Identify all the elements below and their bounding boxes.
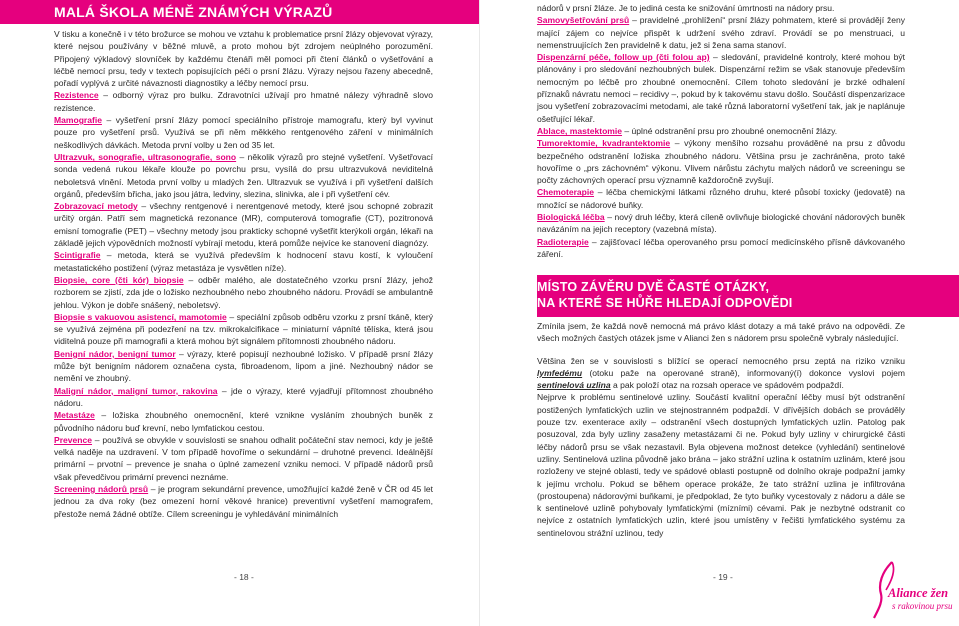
lead-text: nádorů v prsní žláze. Je to jediná cesta ke snižování úmrtnosti na nádory prsu. <box>537 3 835 13</box>
glossary-term: Ablace, mastektomie <box>537 125 623 136</box>
glossary-term: Zobrazovací metody <box>54 201 138 212</box>
glossary-term: Radioterapie <box>537 236 589 247</box>
glossary-entry <box>537 125 905 137</box>
glossary-entry <box>54 249 433 274</box>
glossary-entry <box>54 409 433 434</box>
glossary-definition: – všechny rentgenové i nerentgenové metody, které jsou schopné zobrazit určitý orgán. Patří sem magnetická rezonance (MR), computerová tomografie (CT), pozitronová emisní tomografie (PET) – všechny metody jsou prakticky schopné vyšetřit kterýkoli orgán, lékaři na základě jejich výpovědních možností vybírají metodu, která pomůže nejvíce ke stanovení diagnózy. <box>54 201 433 249</box>
left-column <box>54 28 433 520</box>
glossary-definition: – odběr malého, ale dostatečného vzorku prsní žlázy, jehož rozborem se zjistí, zda jde o ložisko nezhoubného nebo zhoubného nádoru. Provádí se ambulantně jehlou. Výkon je dobře snášený, neboletsvý. <box>54 274 433 310</box>
glossary-entry <box>537 14 905 51</box>
faq-lymphedema: Většina žen se v souvislosti s blížící se operací nemocného prsu zeptá na riziko vzniku lymfedému (otoku paže na operované straně), informovaný(í) dokonce vyslovi pojem sentinelová uzlina a pak položí otaz na rozsah operace ve spádovém podpaždí. <box>537 355 905 391</box>
glossary-entry <box>54 311 433 348</box>
glossary-term: Maligní nádor, maligní tumor, rakovina <box>54 385 218 396</box>
right-title-line1: MÍSTO ZÁVĚRU DVĚ ČASTÉ OTÁZKY, <box>537 280 770 294</box>
glossary-definition: – zajišťovací léčba operovaného prsu pomocí medicínského přísně dávkovaného záření. <box>537 236 905 259</box>
page-gutter <box>479 0 480 626</box>
glossary-term: Biologická léčba <box>537 212 605 223</box>
glossary-term: Samovyšetřování prsů <box>537 15 630 26</box>
glossary-entry <box>54 483 433 520</box>
page-number-right: - 19 - <box>713 572 733 582</box>
glossary-definition: – sledování, pravidelné kontroly, které mohou být plánovány i pro sledování nezhoubných bulek. Dispenzární režim se však stanovuje především nemocným po léčbě pro zhoubné onemocnění. Cílem tohoto sledování je brzké odhalení příznaků návratu nemoci – recidivy –, pokud by k takovému stavu došlo. Součástí dispenzarizace jsou vyšetření zobrazovacími metodami, ale také různá laboratorní vyšetření tak, jak je naplánuje ošetřující lékař. <box>537 52 905 124</box>
glossary-entry <box>54 274 433 311</box>
glossary-term: Chemoterapie <box>537 187 594 198</box>
glossary-term: Mamografie <box>54 115 102 126</box>
glossary-definition: – úplné odstranění prsu pro zhoubné onemocnění žlázy. <box>622 125 838 136</box>
term-lymfedem: lymfedému <box>537 367 583 378</box>
logo-subtitle: s rakovinou prsu <box>892 601 953 611</box>
glossary-entry <box>54 434 433 483</box>
glossary-list-right <box>537 14 905 260</box>
glossary-term: Rezistence <box>54 90 99 101</box>
term-sentinel: sentinelová uzlina <box>537 380 611 391</box>
glossary-entry <box>537 186 905 211</box>
glossary-definition: – nový druh léčby, která cíleně ovlivňuje biologické chování nádorových buněk navázáním na jejich receptory (vazebná místa). <box>537 212 906 235</box>
glossary-term: Tumorektomie, kvadrantektomie <box>537 138 671 149</box>
glossary-entry <box>537 137 905 186</box>
glossary-term: Dispenzární péče, follow up (čti folou ap) <box>537 52 710 63</box>
glossary-term: Scintigrafie <box>54 250 101 261</box>
glossary-definition: – používá se obvykle v souvislosti se snahou odhalit počáteční stav nemoci, kdy je ještě velká naděje na uzdravení. V tom případě hovoříme o sekundární – druhotné prevenci. Ideálnější primární – prvotní – prevence je snaha o úplné zamezení vzniku nemoci. V případě nádorů prsů však převedčivou primární prevenci neznáme. <box>54 434 433 482</box>
glossary-definition: – výrazy, které popisují nezhoubné ložisko. V případě prsní žlázy může být benigním nádorem označena cysta, fibroadenom, lipom a jiné. Nezhoubný nádor se nemění ve zhoubný. <box>54 348 433 384</box>
glossary-definition: – je program sekundární prevence, umožňující každé ženě v ČR od 45 let jednou za dva roky (bez omezení horní věkové hranice) preventivní vyšetření mamografem, přestože nemá žádné obtíže. Cílem screeningu je vyhledávání minimálních <box>54 483 433 519</box>
glossary-entry <box>54 200 433 249</box>
glossary-entry <box>54 348 433 385</box>
glossary-term: Benigní nádor, benigní tumor <box>54 348 176 359</box>
glossary-entry <box>54 151 433 200</box>
glossary-definition: – speciální způsob odběru vzorku z prsní tkáně, který se využívá zejména při podezření na tzv. mikrokalcifikace – miniaturní vápníté tělíska, která jsou viditelná pouze při mamografii a která mohou být signálem přítomnosti zhoubného nádoru. <box>54 311 433 347</box>
glossary-entry <box>537 51 905 125</box>
glossary-entry <box>54 114 433 151</box>
right-column-bottom <box>537 320 905 539</box>
glossary-definition: – ložiska zhoubného onemocnění, které vznikne vysláním zhoubných buněk z původního nádoru buď krevní, nebo lymfatickou cestou. <box>54 410 433 433</box>
left-title: MALÁ ŠKOLA MÉNĚ ZNÁMÝCH VÝRAZŮ <box>54 4 333 20</box>
glossary-term: Metastáze <box>54 410 95 421</box>
glossary-entry <box>54 89 433 114</box>
glossary-definition: – metoda, která se využívá především k hodnocení stavu kostí, k vyloučení metastatického postižení (výraz metastáza je vysvětlen níže). <box>54 250 433 273</box>
glossary-definition: – jde o výrazy, které vyjadřují přítomnost zhoubného nádoru. <box>54 385 433 408</box>
glossary-term: Prevence <box>54 434 93 445</box>
faq-sentinel-text: Nejprve k problému sentinelové uzliny. Součástí kvalitní operační léčby musí být odstranění postižených lymfatických uzlin ve stejnostranném podpaždí. V dřívějších dobách se prováděly pouze tzv. exenterace axily – odstranění všech dostupných lymfatických uzlin. Patolog pak posuzoval, zda byly uzliny zasaženy metastázami či ne. Pokud byly uzliny v chirurgické části léčby nádorů prsu se však nezastavil. Byla objevena možnost detekce (vyhledání) sentinelové uzliny. Sentinelová uzlina původně jako brána – jako strážní uzlina k ostatním uzlinám, které jsou rozloženy ve stejné oblasti, tedy ve spádové oblasti postupně od dolního okraje podpažní jamky k jejímu vrcholu. Pokud se během operace prokáže, že tato strážní uzlina je infiltrována (prostoupena) nádorovými buňkami, je předpoklad, že tyto buňky vycestovaly z nádoru a dále se k sentinelové uzlině pohybovaly lymfatickými (mízními) cévami. Pak je nezbytné odstranit co nejvíce z ostatních lymfatických uzlin, které jsou umístěny v řečišti lymfatického systému za sentinelovou strážní uzlinou, tedy <box>537 392 905 538</box>
logo-title: Aliance žen <box>888 586 949 600</box>
glossary-definition: – léčba chemickými látkami různého druhu, které působí toxicky (jedovatě) na množící se nádorové buňky. <box>537 187 905 210</box>
glossary-definition: – vyšetření prsní žlázy pomocí speciálního přístroje mamografu, který byl vyvinut pouze pro vyšetření prsů. Využívá se při něm měkkého rentgenového záření v minimálních neškodlivých dávkách. Metoda první volby u žen od 35 let. <box>54 115 433 150</box>
intro-paragraph <box>54 28 433 89</box>
faq-intro: Zmínila jsem, že každá nově nemocná má právo klást dotazy a má také právo na odpovědi. Ze všech možných častých otázek jsme v Alianci žen s nádorem prsu společně vybraly následující. <box>537 321 905 344</box>
glossary-term: Ultrazvuk, sonografie, ultrasonografie, sono <box>54 151 237 162</box>
glossary-definition: – pravidelné „prohlížení“ prsní žlázy pohmatem, které si provádějí ženy mající zájem co nejvíce přispět k udržení svého zdraví. Provádí se po menstruaci, u nemenstruujících žen pravidelně k datu, jež si žena sama stanoví. <box>537 15 905 50</box>
glossary-list-left <box>54 89 433 519</box>
right-column-top <box>537 2 905 260</box>
glossary-definition: – několik výrazů pro stejné vyšetření. Vyšetřovací sonda vedená rukou lékaře klouže po povrchu prsu, vysílá do prsu ultrazvuková neviditelná neboletsvá vlnění. Metoda první volby u mladých žen. Ultrazvuk se využívá i při vyšetření dalších orgánů, především břicha, jako jsou játra, ledviny, slezina, slinivka, ale i při vyšetření cév. <box>54 151 433 199</box>
glossary-entry <box>54 385 433 410</box>
page-number-left: - 18 - <box>234 572 254 582</box>
left-title-banner <box>0 0 479 24</box>
aliance-zen-logo <box>866 560 956 622</box>
right-title-banner <box>537 275 959 317</box>
glossary-entry <box>537 236 905 261</box>
right-title-line2: NA KTERÉ SE HŮŘE HLEDAJÍ ODPOVĚDI <box>537 296 793 310</box>
glossary-entry <box>537 211 905 236</box>
glossary-definition: – výkony menšího rozsahu prováděné na prsu z důvodu bezpečného odstranění ložiska zhoubného nádoru. Většina prsu je zachráněna, proto také hovoříme o „prs záchovném“ výkonu. Vlivem nárůstu záchytu malých nádorů ve screeningu se počty záchovných operací prsu významně každoročně zvyšují. <box>537 138 905 186</box>
glossary-term: Biopsie s vakuovou asistencí, mamotomie <box>54 311 227 322</box>
glossary-definition: – odborný výraz pro bulku. Zdravotníci užívají pro hmatné nálezy výhradně slovo rezistence. <box>54 90 433 113</box>
intro-text: V tisku a konečně i v této brožurce se mohou ve vztahu k problematice prsní žlázy objevovat výrazy, které nejsou používány v běžné mluvě, a proto mohou být zdrojem neúplného porozumění. Připojený výkladový slovníček by každému čtenáři měl pomoci při čtení článků o vyšetřování a léčbě nemocí prsu, tedy v textech popisujících péči o prsní žlázu. Výrazy nejsou řazeny abecedně, pořadí vyplývá z určité návaznosti diagnostiky a léčby nemocí prsu. <box>54 29 433 89</box>
glossary-term: Biopsie, core (čti kór) biopsie <box>54 274 184 285</box>
glossary-term: Screening nádorů prsů <box>54 483 149 494</box>
